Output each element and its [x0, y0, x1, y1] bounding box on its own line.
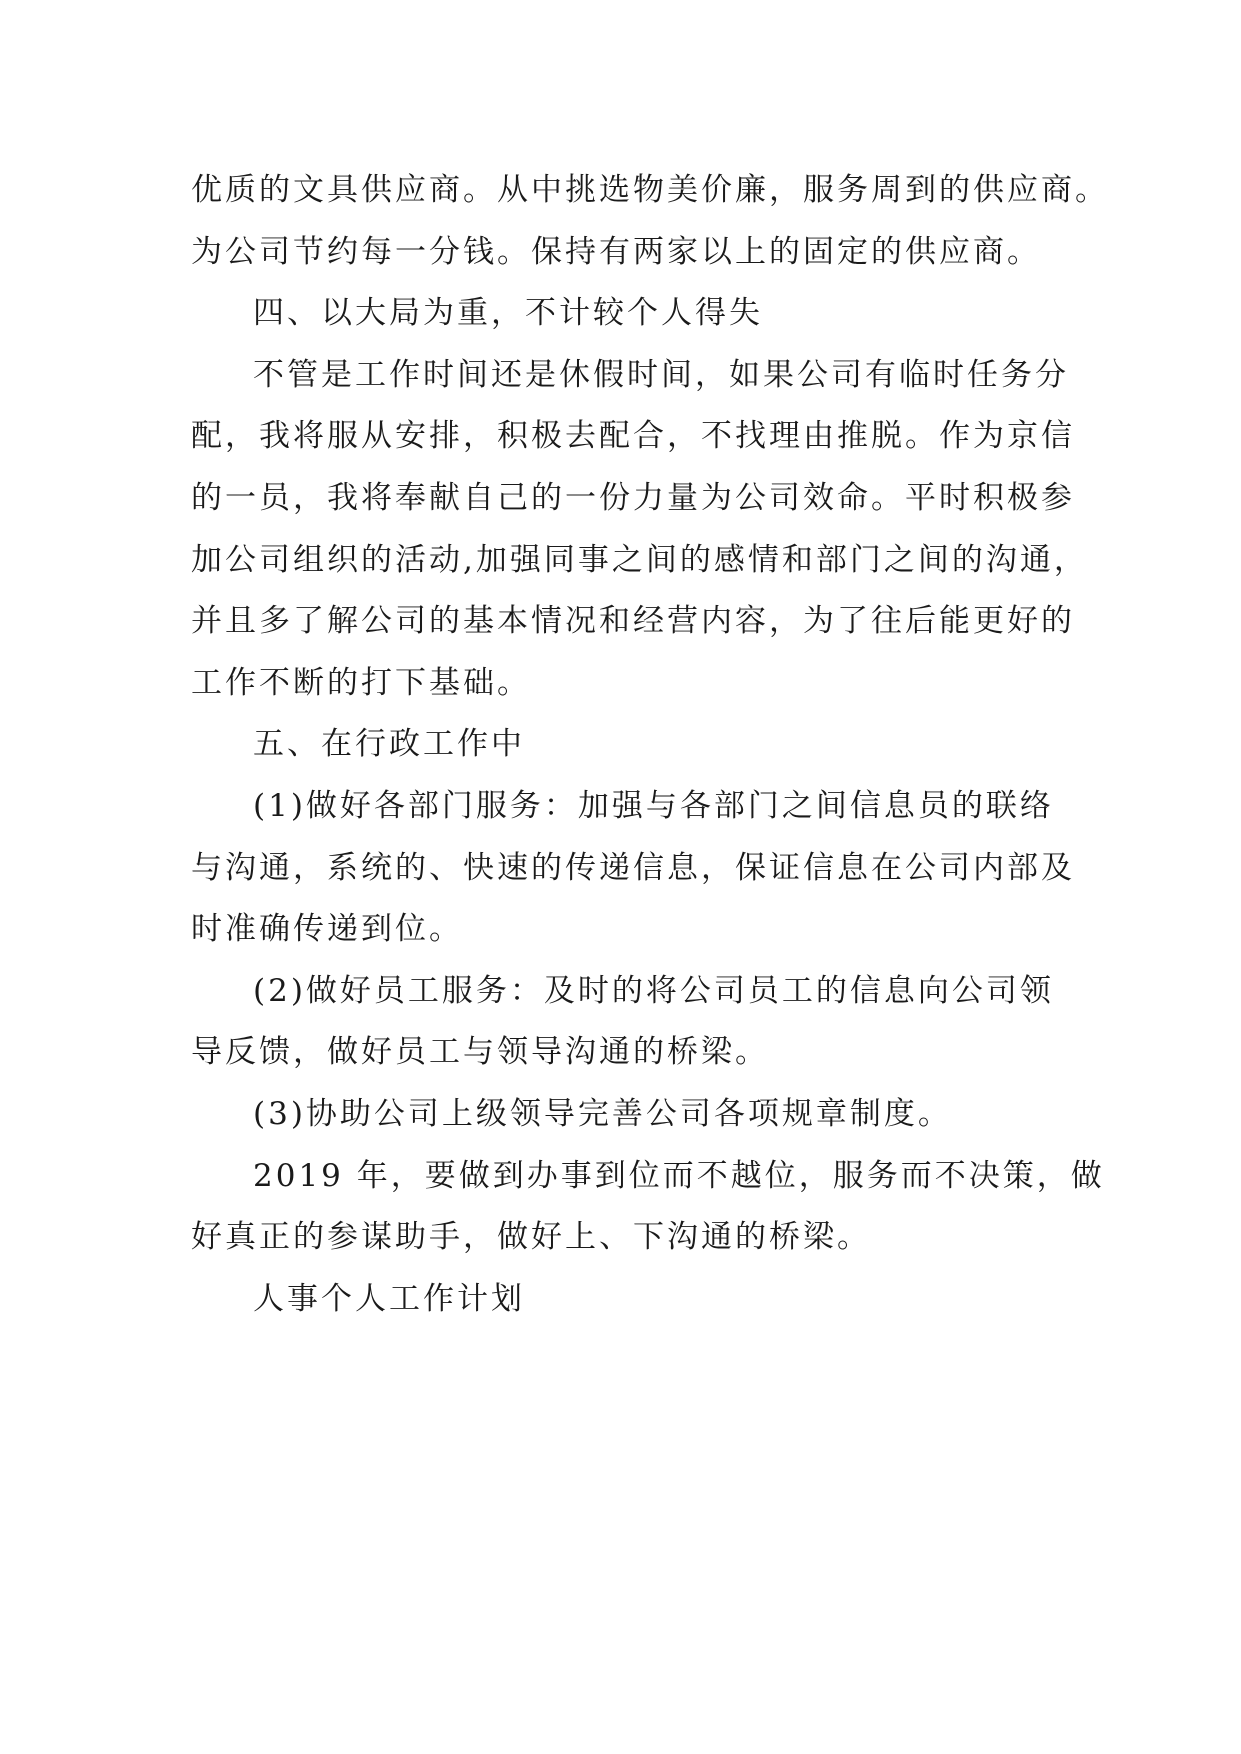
text-line: 不管是工作时间还是休假时间，如果公司有临时任务分 [253, 356, 1069, 393]
body-text [191, 160, 1109, 1330]
list-item-2: (2)做好员工服务：及时的将公司员工的信息向公司领 [253, 972, 1054, 1009]
list-item-3: (3)协助公司上级领导完善公司各项规章制度。 [253, 1095, 952, 1132]
list-item-1: (1)做好各部门服务：加强与各部门之间信息员的联络 [253, 787, 1054, 824]
text-line: 的一员，我将奉献自己的一份力量为公司效命。平时积极参 [191, 479, 1075, 516]
text-line: 加公司组织的活动,加强同事之间的感情和部门之间的沟通， [191, 541, 1088, 578]
text-line: 并且多了解公司的基本情况和经营内容，为了往后能更好的 [191, 603, 1075, 640]
text-line: 与沟通，系统的、快速的传递信息，保证信息在公司内部及 [191, 849, 1075, 886]
section-heading-5: 五、在行政工作中 [253, 726, 525, 763]
section-heading-4: 四、以大局为重，不计较个人得失 [253, 295, 763, 332]
text-line: 导反馈，做好员工与领导沟通的桥梁。 [191, 1034, 769, 1071]
text-line: 为公司节约每一分钱。保持有两家以上的固定的供应商。 [191, 233, 1041, 270]
text-line: 配，我将服从安排，积极去配合，不找理由推脱。作为京信 [191, 418, 1075, 455]
text-line: 时准确传递到位。 [191, 911, 463, 948]
text-line: 工作不断的打下基础。 [191, 664, 531, 701]
closing-title: 人事个人工作计划 [253, 1280, 525, 1317]
text-line: 好真正的参谋助手，做好上、下沟通的桥梁。 [191, 1219, 871, 1256]
text-line: 优质的文具供应商。从中挑选物美价廉，服务周到的供应商。 [191, 172, 1109, 208]
text-line: 2019 年，要做到办事到位而不越位，服务而不决策，做 [253, 1157, 1105, 1194]
